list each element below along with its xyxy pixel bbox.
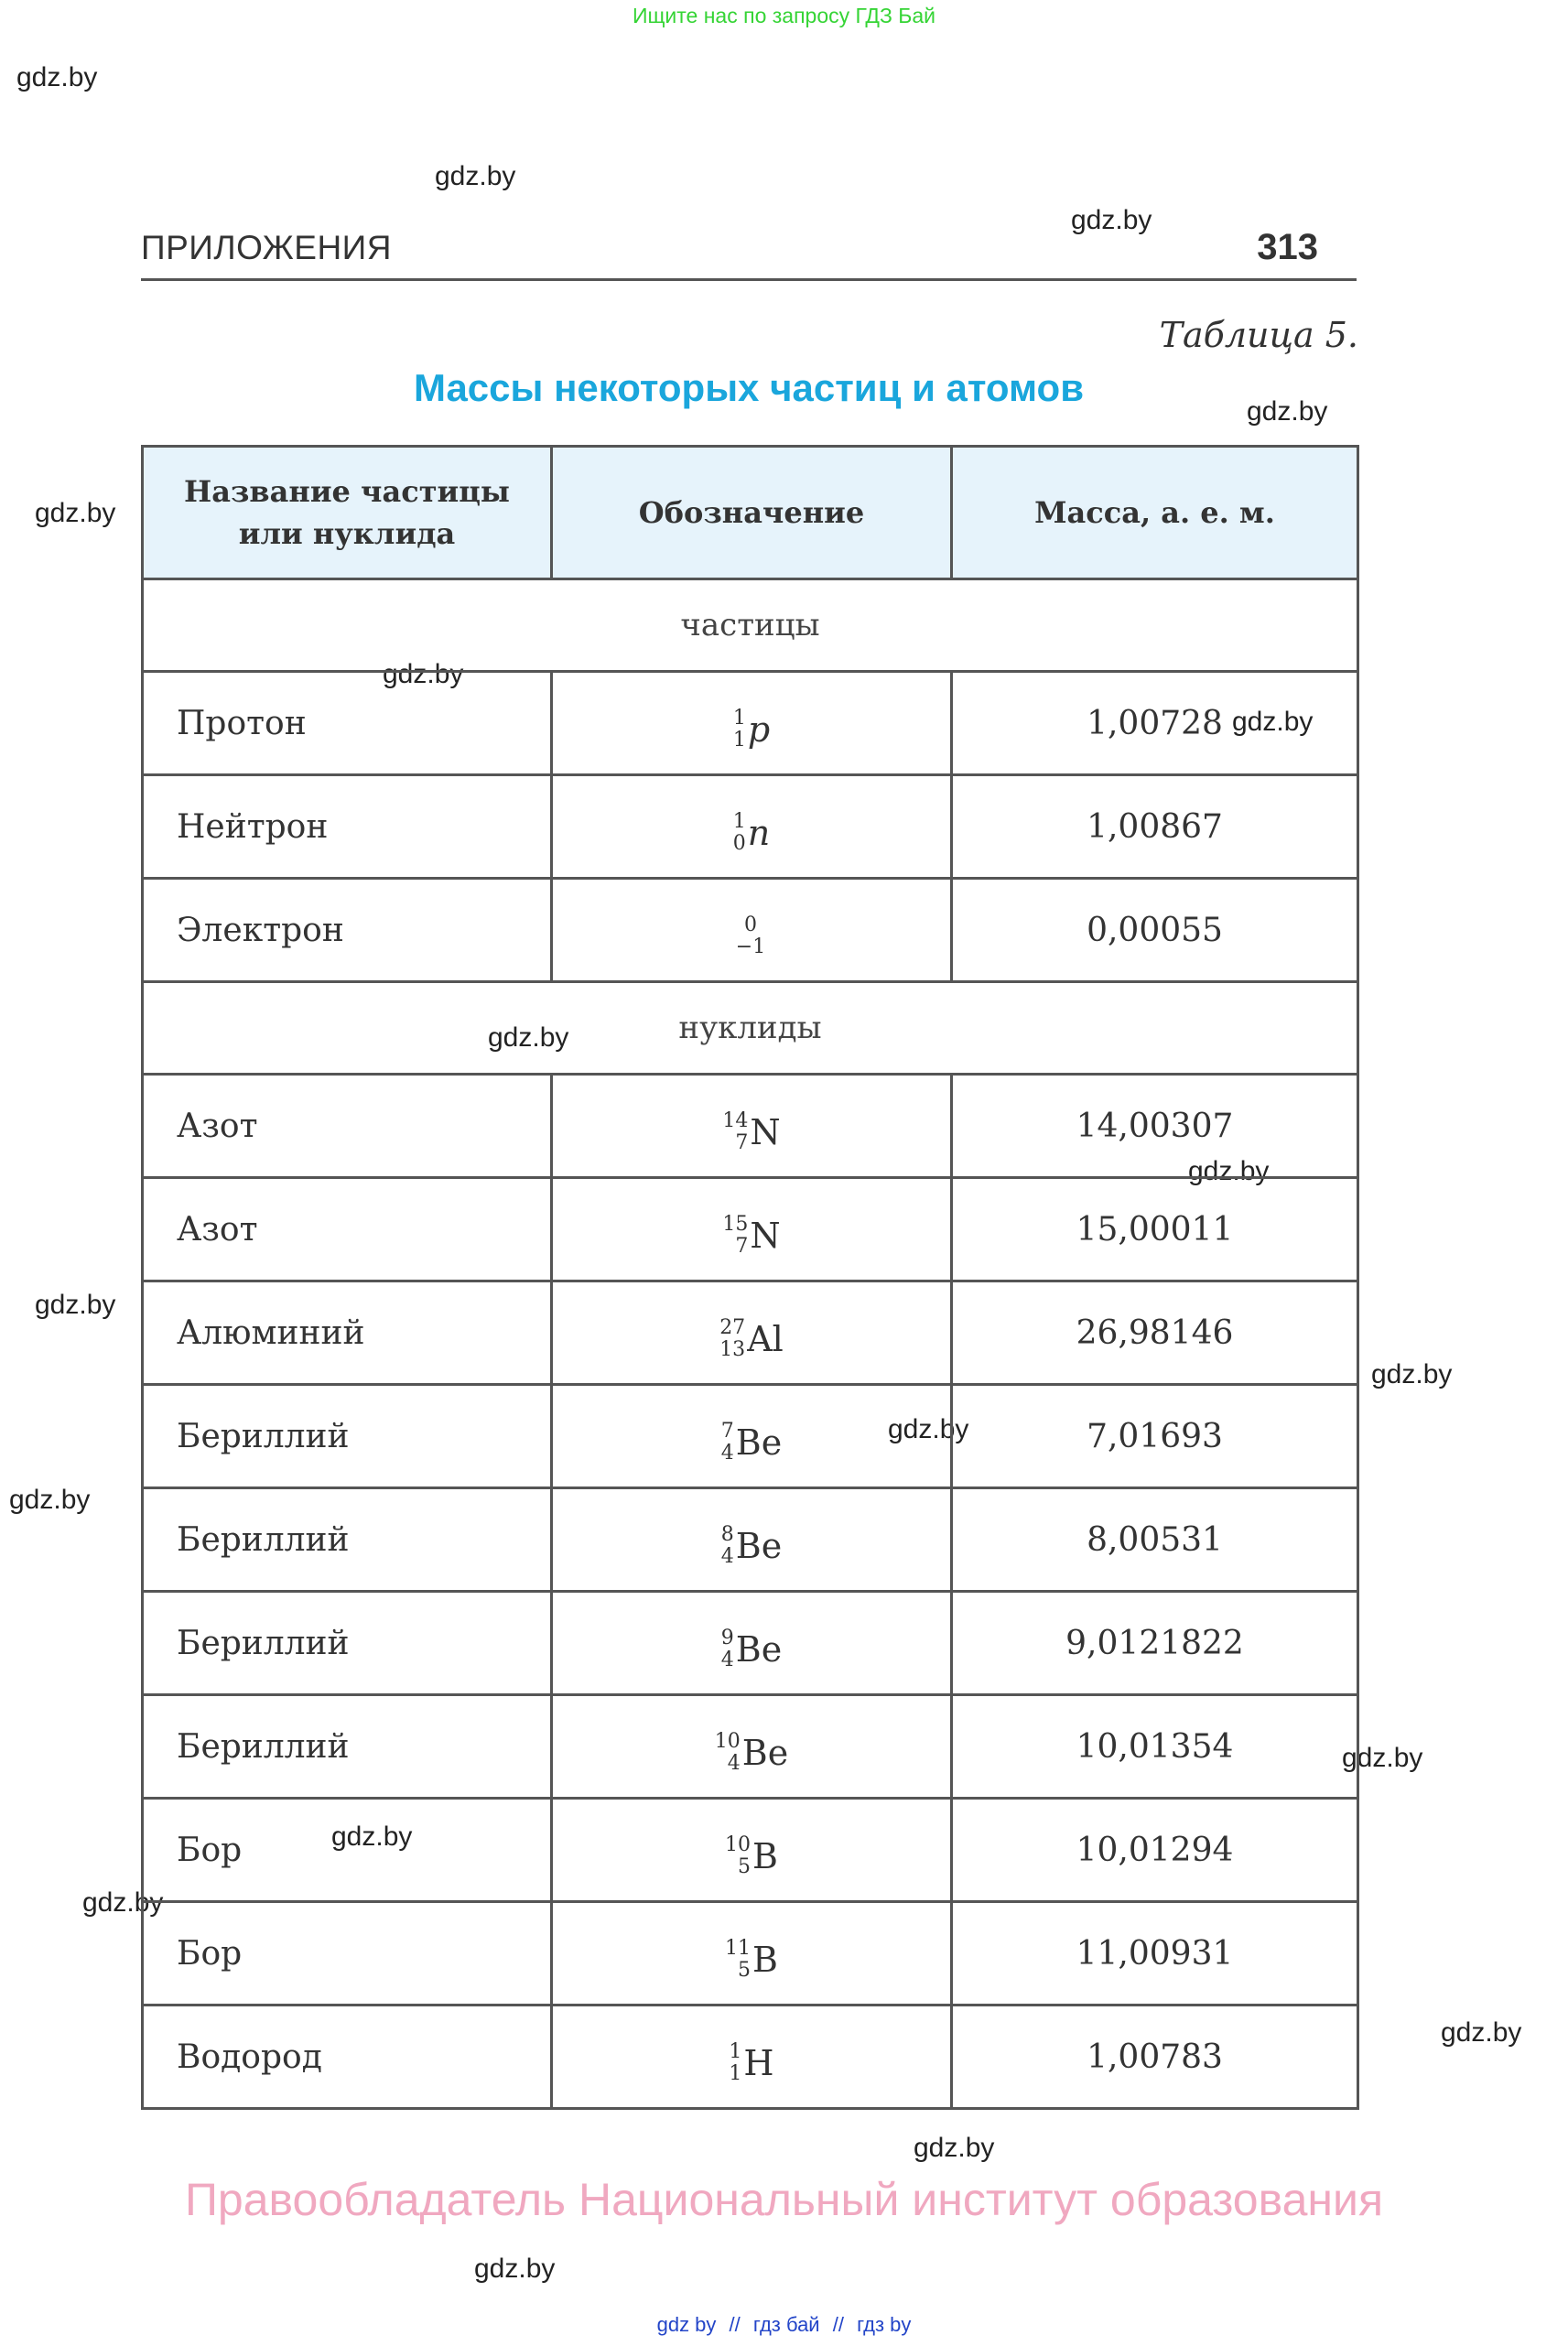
nuclide-symbol xyxy=(552,1488,952,1592)
nuclide-symbol xyxy=(552,1281,952,1385)
page-number: 313 xyxy=(1257,227,1318,267)
nuclide-name: Бериллий xyxy=(143,1695,552,1799)
element-symbol: Al xyxy=(747,1319,784,1359)
nuclide-name: Бор xyxy=(143,1799,552,1902)
nuclide-symbol xyxy=(552,1695,952,1799)
nuclide-mass: 14,00307 xyxy=(952,1075,1358,1178)
watermark: gdz.by xyxy=(888,1414,969,1444)
atomic-number: 0 xyxy=(732,832,746,855)
table-row xyxy=(143,1902,1358,2005)
watermark: gdz.by xyxy=(488,1022,569,1053)
footer-link-gdz-by[interactable]: gdz by xyxy=(656,2313,717,2336)
table-row xyxy=(143,1178,1358,1281)
atomic-number: 1 xyxy=(729,2062,742,2085)
nuclide-mass: 10,01354 xyxy=(952,1695,1358,1799)
nuclide-name: Бор xyxy=(143,1902,552,2005)
table-row xyxy=(143,1695,1358,1799)
rights-holder-notice: Правообладатель Национальный институт образования xyxy=(184,2174,1384,2225)
footer-link-gdz-by-cyr[interactable]: гдз by xyxy=(857,2313,912,2336)
header-divider xyxy=(141,278,1357,281)
watermark: gdz.by xyxy=(914,2133,995,2163)
watermark: gdz.by xyxy=(435,161,516,191)
column-header-symbol: Обозначение xyxy=(552,447,952,579)
watermark: gdz.by xyxy=(1188,1156,1270,1186)
mass-number: 9 xyxy=(720,1627,734,1649)
particle-symbol xyxy=(552,775,952,879)
watermark: gdz.by xyxy=(383,659,464,689)
table-row xyxy=(143,1592,1358,1695)
watermark: gdz.by xyxy=(474,2254,556,2284)
element-symbol: Be xyxy=(735,1526,783,1566)
element-symbol: Be xyxy=(735,1629,783,1670)
element-symbol: N xyxy=(750,1216,781,1256)
watermark: gdz.by xyxy=(9,1485,91,1515)
footer-link-gdz-bai[interactable]: гдз бай xyxy=(752,2313,820,2336)
atomic-number: 5 xyxy=(738,1855,752,1878)
table-row xyxy=(143,1075,1358,1178)
top-banner[interactable]: Ищите нас по запросу ГДЗ Бай xyxy=(632,4,936,27)
element-symbol: B xyxy=(752,1836,778,1876)
nuclide-symbol xyxy=(552,1385,952,1488)
atomic-number: 13 xyxy=(719,1338,746,1361)
table-row xyxy=(143,1488,1358,1592)
nuclide-mass: 11,00931 xyxy=(952,1902,1358,2005)
watermark: gdz.by xyxy=(82,1887,164,1918)
table-caption: Массы некоторых частиц и атомов xyxy=(413,366,1085,409)
atomic-number: −1 xyxy=(735,935,766,958)
table-number: Таблица 5. xyxy=(1159,315,1358,355)
nuclide-mass: 10,01294 xyxy=(952,1799,1358,1902)
nuclide-mass: 7,01693 xyxy=(952,1385,1358,1488)
nuclide-mass: 9,0121822 xyxy=(952,1592,1358,1695)
table-row xyxy=(143,1385,1358,1488)
element-symbol: p xyxy=(747,709,771,750)
particle-mass: 0,00055 xyxy=(952,879,1358,982)
mass-number: 0 xyxy=(744,914,757,936)
nuclide-name: Бериллий xyxy=(143,1592,552,1695)
watermark: gdz.by xyxy=(35,1290,116,1320)
nuclide-name: Азот xyxy=(143,1178,552,1281)
nuclide-mass: 8,00531 xyxy=(952,1488,1358,1592)
column-header-name-line2: или нуклида xyxy=(238,516,456,551)
footer-links xyxy=(0,2313,1568,2337)
mass-number: 8 xyxy=(720,1523,734,1546)
particle-name: Электрон xyxy=(143,879,552,982)
mass-number: 7 xyxy=(720,1420,734,1443)
mass-number: 1 xyxy=(729,2040,742,2063)
mass-number: 11 xyxy=(725,1937,752,1960)
column-header-name xyxy=(143,447,552,579)
nuclide-mass: 1,00783 xyxy=(952,2005,1358,2109)
watermark: gdz.by xyxy=(1247,396,1328,427)
particle-name: Нейтрон xyxy=(143,775,552,879)
atomic-number: 4 xyxy=(720,1649,734,1671)
atomic-number: 4 xyxy=(720,1545,734,1568)
mass-number: 27 xyxy=(719,1316,746,1339)
particle-symbol xyxy=(552,672,952,775)
group-label: нуклиды xyxy=(143,982,1358,1075)
table-row xyxy=(143,1799,1358,1902)
watermark: gdz.by xyxy=(1441,2017,1522,2048)
mass-number: 14 xyxy=(722,1109,749,1132)
element-symbol: B xyxy=(752,1940,778,1980)
nuclide-symbol xyxy=(552,1178,952,1281)
element-symbol: N xyxy=(750,1112,781,1152)
table-header-row xyxy=(143,447,1358,579)
nuclide-name: Бериллий xyxy=(143,1488,552,1592)
watermark: gdz.by xyxy=(1371,1359,1453,1389)
nuclide-symbol xyxy=(552,1592,952,1695)
watermark: gdz.by xyxy=(16,62,98,92)
footer-separator: // xyxy=(832,2313,844,2336)
nuclide-mass: 15,00011 xyxy=(952,1178,1358,1281)
table-row xyxy=(143,775,1358,879)
nuclide-symbol xyxy=(552,1799,952,1902)
nuclide-name: Бериллий xyxy=(143,1385,552,1488)
table-row xyxy=(143,1281,1358,1385)
atomic-number: 7 xyxy=(735,1131,749,1154)
table-row xyxy=(143,879,1358,982)
watermark: gdz.by xyxy=(1232,707,1314,737)
watermark: gdz.by xyxy=(331,1822,413,1852)
mass-number: 10 xyxy=(714,1730,741,1753)
mass-table xyxy=(141,445,1359,2110)
atomic-number: 1 xyxy=(732,729,746,751)
table-row xyxy=(143,2005,1358,2109)
atomic-number: 5 xyxy=(738,1959,752,1982)
element-symbol: Be xyxy=(735,1422,783,1463)
particle-mass: 1,00728 xyxy=(952,672,1358,775)
watermark: gdz.by xyxy=(35,498,116,528)
element-symbol: Be xyxy=(741,1733,789,1773)
column-header-name-line1: Название частицы xyxy=(184,474,510,509)
particle-symbol xyxy=(552,879,952,982)
atomic-number: 4 xyxy=(727,1752,741,1775)
particle-mass: 1,00867 xyxy=(952,775,1358,879)
mass-number: 1 xyxy=(732,707,746,730)
atomic-number: 7 xyxy=(735,1235,749,1258)
watermark: gdz.by xyxy=(1342,1743,1423,1773)
particle-name: Протон xyxy=(143,672,552,775)
element-symbol: H xyxy=(743,2043,774,2083)
watermark: gdz.by xyxy=(1071,205,1152,235)
column-header-mass: Масса, а. е. м. xyxy=(952,447,1358,579)
nuclide-symbol xyxy=(552,1902,952,2005)
mass-number: 10 xyxy=(725,1833,752,1856)
nuclide-symbol xyxy=(552,2005,952,2109)
group-label: частицы xyxy=(143,579,1358,672)
mass-number: 15 xyxy=(722,1213,749,1236)
table-row xyxy=(143,672,1358,775)
footer-separator: // xyxy=(729,2313,741,2336)
group-row-nuclides xyxy=(143,982,1358,1075)
group-row-particles xyxy=(143,579,1358,672)
mass-number: 1 xyxy=(732,810,746,833)
section-title: ПРИЛОЖЕНИЯ xyxy=(141,229,392,266)
element-symbol: n xyxy=(747,813,771,853)
nuclide-mass: 26,98146 xyxy=(952,1281,1358,1385)
nuclide-name: Водород xyxy=(143,2005,552,2109)
atomic-number: 4 xyxy=(720,1442,734,1465)
nuclide-symbol xyxy=(552,1075,952,1178)
nuclide-name: Алюминий xyxy=(143,1281,552,1385)
nuclide-name: Азот xyxy=(143,1075,552,1178)
